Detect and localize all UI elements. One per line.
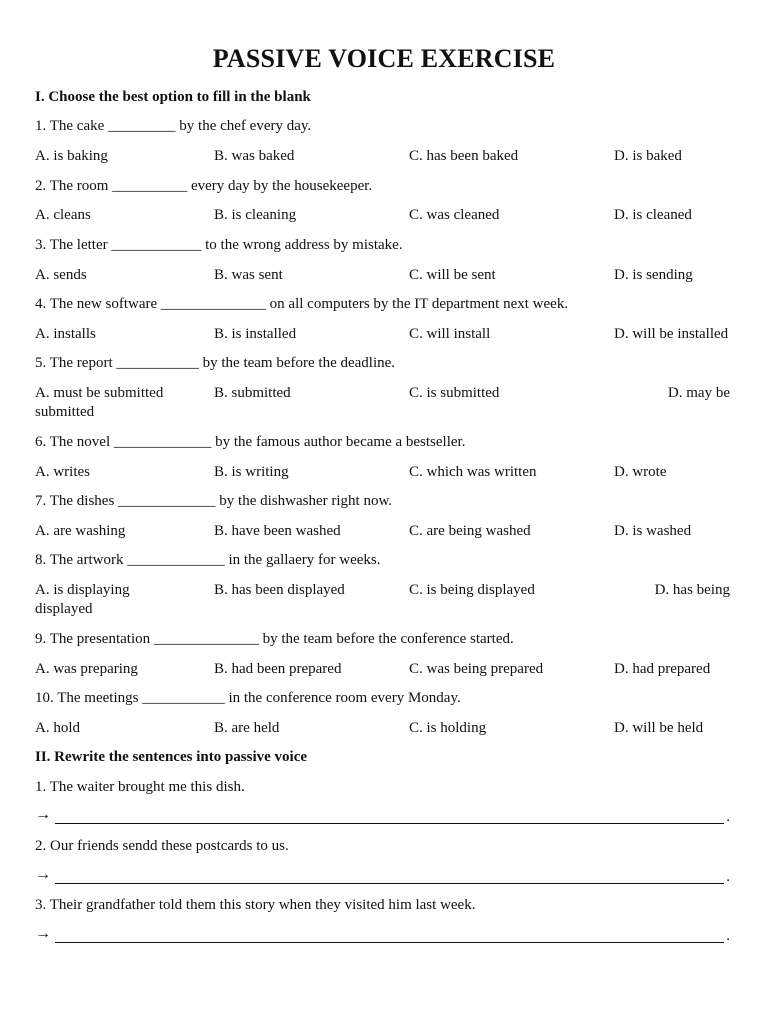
section-2-heading: II. Rewrite the sentences into passive voice bbox=[35, 749, 308, 765]
option-d: D. will be installed bbox=[614, 326, 729, 342]
question-1: 1. The cake _________ by the chef every day. bbox=[35, 118, 312, 134]
question-2-options bbox=[35, 207, 730, 227]
rewrite-sentence-2: 2. Our friends sendd these postcards to us. bbox=[35, 838, 289, 854]
option-b: B. is cleaning bbox=[214, 207, 297, 223]
answer-blank[interactable] bbox=[55, 823, 724, 824]
arrow-right-icon: → bbox=[35, 806, 51, 823]
option-d: D. is sending bbox=[614, 267, 693, 283]
question-4-options bbox=[35, 326, 730, 346]
question-2: 2. The room __________ every day by the housekeeper. bbox=[35, 178, 373, 194]
option-a: A. must be submitted bbox=[35, 385, 164, 401]
option-b: B. was baked bbox=[214, 148, 295, 164]
period: . bbox=[726, 928, 730, 944]
section-1-heading: I. Choose the best option to fill in the blank bbox=[35, 89, 311, 105]
question-5-options bbox=[35, 385, 730, 405]
option-c: C. has been baked bbox=[409, 148, 519, 164]
option-a: A. is baking bbox=[35, 148, 108, 164]
answer-line-3[interactable] bbox=[35, 925, 730, 947]
question-3: 3. The letter ____________ to the wrong address by mistake. bbox=[35, 237, 403, 253]
arrow-right-icon: → bbox=[35, 866, 51, 883]
question-5: 5. The report ___________ by the team before the deadline. bbox=[35, 355, 396, 371]
option-b: B. are held bbox=[214, 720, 280, 736]
option-c: C. will be sent bbox=[409, 267, 496, 283]
option-c: C. is holding bbox=[409, 720, 487, 736]
question-1-options bbox=[35, 148, 730, 168]
option-d: D. may be bbox=[667, 385, 730, 401]
answer-blank[interactable] bbox=[55, 883, 724, 884]
question-10: 10. The meetings ___________ in the conference room every Monday. bbox=[35, 690, 461, 706]
option-b: B. have been washed bbox=[214, 523, 341, 539]
option-a: A. cleans bbox=[35, 207, 91, 223]
option-a: A. installs bbox=[35, 326, 96, 342]
question-7-options bbox=[35, 523, 730, 543]
option-c: C. which was written bbox=[409, 464, 537, 480]
question-9-options bbox=[35, 661, 730, 681]
question-8-options bbox=[35, 582, 730, 602]
option-d: D. will be held bbox=[614, 720, 704, 736]
answer-blank[interactable] bbox=[55, 942, 724, 943]
option-c: C. is submitted bbox=[409, 385, 500, 401]
option-d: D. wrote bbox=[614, 464, 667, 480]
option-d: D. is baked bbox=[614, 148, 682, 164]
rewrite-sentence-1: 1. The waiter brought me this dish. bbox=[35, 779, 245, 795]
option-d-wrap: displayed bbox=[35, 601, 93, 617]
option-c: C. was being prepared bbox=[409, 661, 544, 677]
answer-line-2[interactable] bbox=[35, 866, 730, 888]
option-d-wrap: submitted bbox=[35, 404, 95, 420]
answer-line-1[interactable] bbox=[35, 806, 730, 828]
option-d: D. had prepared bbox=[614, 661, 711, 677]
rewrite-sentence-3: 3. Their grandfather told them this story when they visited him last week. bbox=[35, 897, 476, 913]
option-c: C. is being displayed bbox=[409, 582, 535, 598]
question-6-options bbox=[35, 464, 730, 484]
option-b: B. was sent bbox=[214, 267, 283, 283]
question-3-options bbox=[35, 267, 730, 287]
question-4: 4. The new software ______________ on all computers by the IT department next week. bbox=[35, 296, 569, 312]
option-a: A. was preparing bbox=[35, 661, 138, 677]
option-c: C. was cleaned bbox=[409, 207, 500, 223]
option-c: C. are being washed bbox=[409, 523, 531, 539]
option-b: B. had been prepared bbox=[214, 661, 342, 677]
option-a: A. are washing bbox=[35, 523, 126, 539]
option-d: D. is washed bbox=[614, 523, 692, 539]
period: . bbox=[726, 809, 730, 825]
option-b: B. is writing bbox=[214, 464, 289, 480]
option-a: A. hold bbox=[35, 720, 80, 736]
option-a: A. writes bbox=[35, 464, 90, 480]
option-b: B. is installed bbox=[214, 326, 297, 342]
question-7: 7. The dishes _____________ by the dishwasher right now. bbox=[35, 493, 393, 509]
question-8: 8. The artwork _____________ in the gallaery for weeks. bbox=[35, 552, 381, 568]
option-d: D. has being bbox=[654, 582, 730, 598]
question-10-options bbox=[35, 720, 730, 740]
question-9: 9. The presentation ______________ by the team before the conference started. bbox=[35, 631, 514, 647]
option-a: A. is displaying bbox=[35, 582, 130, 598]
page-title: PASSIVE VOICE EXERCISE bbox=[212, 44, 556, 73]
option-b: B. has been displayed bbox=[214, 582, 345, 598]
question-6: 6. The novel _____________ by the famous author became a bestseller. bbox=[35, 434, 466, 450]
option-a: A. sends bbox=[35, 267, 87, 283]
option-b: B. submitted bbox=[214, 385, 291, 401]
arrow-right-icon: → bbox=[35, 925, 51, 942]
option-c: C. will install bbox=[409, 326, 491, 342]
period: . bbox=[726, 869, 730, 885]
option-d: D. is cleaned bbox=[614, 207, 692, 223]
